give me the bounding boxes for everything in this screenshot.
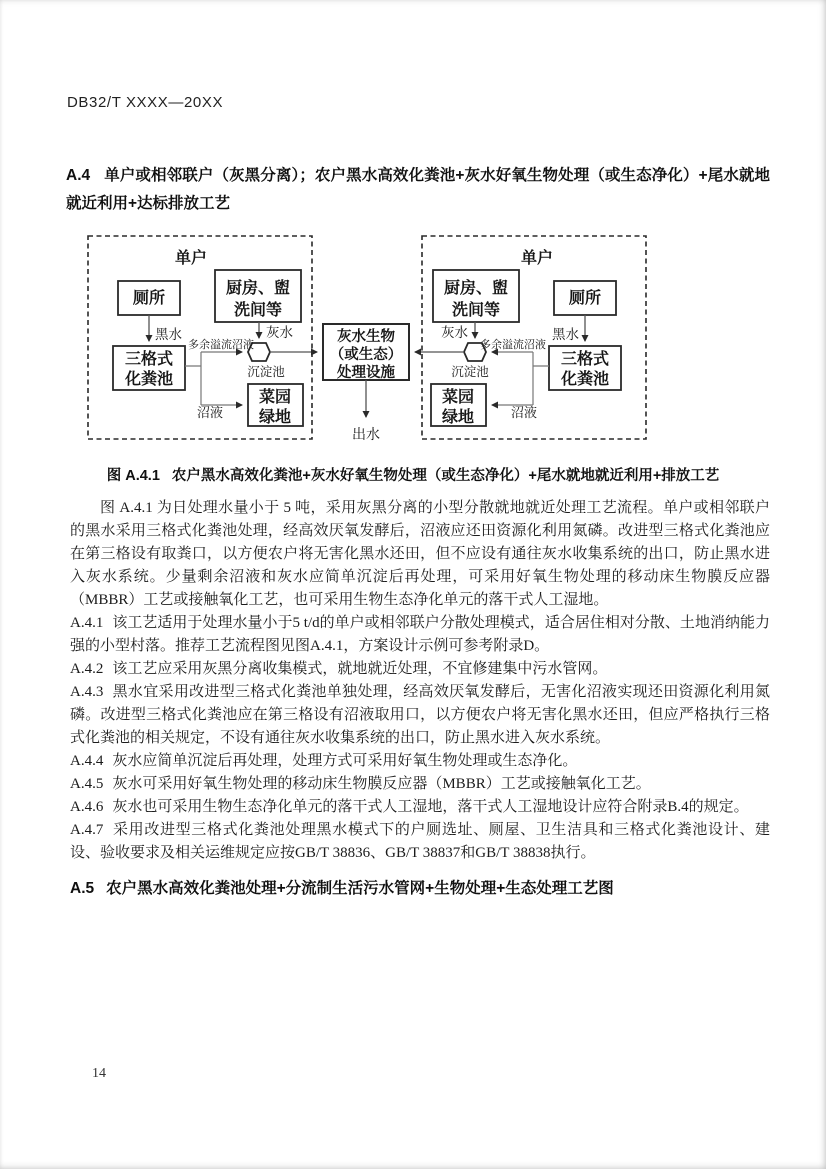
clause-text: 灰水也可采用生物生态净化单元的落干式人工湿地，落干式人工湿地设计应符合附录B.4的规定。 bbox=[112, 799, 749, 815]
clause-a4-6 bbox=[70, 796, 770, 819]
facility-label-line1: 灰水生物 bbox=[337, 329, 395, 345]
section-a5-title: 农户黑水高效化粪池处理+分流制生活污水管网+生物处理+生态处理工艺图 bbox=[106, 880, 614, 897]
right-overflow-label: 多余溢流沼液 bbox=[480, 339, 546, 351]
section-a5-number: A.5 bbox=[70, 880, 95, 897]
body-text bbox=[70, 497, 770, 903]
right-slurry-label: 沼液 bbox=[510, 405, 537, 420]
effluent-label: 出水 bbox=[352, 426, 380, 442]
clause-a4-4 bbox=[70, 750, 770, 773]
figure-caption-text: 农户黑水高效化粪池+灰水好氧生物处理（或生态净化）+尾水就地就近利用+排放工艺 bbox=[171, 468, 720, 484]
left-overflow-label: 多余溢流沼液 bbox=[188, 339, 254, 351]
facility-label-line3: 处理设施 bbox=[337, 365, 395, 381]
right-garden-label-line2: 绿地 bbox=[441, 409, 475, 426]
right-blackwater-label: 黑水 bbox=[552, 327, 579, 342]
left-greywater-label: 灰水 bbox=[266, 325, 293, 340]
right-septic-label-line2: 化粪池 bbox=[560, 371, 610, 388]
section-a4-title: 单户或相邻联户（灰黑分离）；农户黑水高效化粪池+灰水好氧生物处理（或生态净化）+尾水就地就近利用+达标排放工艺 bbox=[66, 167, 770, 212]
clause-text: 采用改进型三格式化粪池处理黑水模式下的户厕选址、厕屋、卫生洁具和三格式化粪池设计、建设、验收要求及相关运维规定应按GB/T 38836、GB/T 38837和GB/T 38838执行。 bbox=[70, 822, 770, 861]
clause-text: 灰水应简单沉淀后再处理，处理方式可采用好氧生物处理或生态净化。 bbox=[112, 753, 578, 769]
left-toilet-label: 厕所 bbox=[132, 290, 166, 307]
clause-text: 该工艺适用于处理水量小于5 t/d的单户或相邻联户分散处理模式，适合居住相对分散、土地消纳能力强的小型村落。推荐工艺流程图见图A.4.1，方案设计示例可参考附录D。 bbox=[70, 615, 770, 654]
clause-a4-1 bbox=[70, 612, 770, 658]
right-kitchen-label-line1: 厨房、盥 bbox=[443, 280, 509, 297]
clause-a4-3 bbox=[70, 681, 770, 750]
left-household-label: 单户 bbox=[174, 250, 208, 267]
clause-text: 黑水宜采用改进型三格式化粪池单独处理，经高效厌氧发酵后，无害化沼液实现还田资源化利用氮磷。改进型三格式化粪池应在第三格设有沼液取用口，以方便农户将无害化黑水还田，但应严格执行三格式化粪池的相关规定，不设有通往灰水收集系统的出口，防止黑水进入灰水系统。 bbox=[70, 684, 770, 746]
left-kitchen-label-line2: 洗间等 bbox=[233, 302, 283, 319]
clause-a4-5 bbox=[70, 773, 770, 796]
section-a4-heading bbox=[66, 162, 770, 218]
document-number-header: DB32/T XXXX—20XX bbox=[67, 94, 224, 111]
right-septic-label-line1: 三格式 bbox=[560, 351, 610, 368]
left-fork-line bbox=[185, 352, 201, 405]
clause-number: A.4.1 bbox=[70, 615, 104, 631]
left-septic-label-line1: 三格式 bbox=[124, 351, 174, 368]
section-a5-heading bbox=[70, 875, 770, 903]
page-number: 14 bbox=[92, 1066, 106, 1081]
right-fork-line bbox=[533, 352, 549, 405]
left-garden-label-line2: 绿地 bbox=[258, 409, 292, 426]
clause-number: A.4.7 bbox=[70, 822, 104, 838]
right-garden-label-line1: 菜园 bbox=[441, 389, 475, 406]
left-septic-label-line2: 化粪池 bbox=[124, 371, 174, 388]
clause-a4-7 bbox=[70, 819, 770, 865]
left-settling-tank-label: 沉淀池 bbox=[247, 365, 285, 379]
clause-number: A.4.4 bbox=[70, 753, 104, 769]
clause-number: A.4.3 bbox=[70, 684, 104, 700]
clause-number: A.4.6 bbox=[70, 799, 104, 815]
figure-caption bbox=[63, 464, 763, 485]
left-blackwater-label: 黑水 bbox=[155, 327, 182, 342]
left-kitchen-label-line1: 厨房、盥 bbox=[225, 280, 291, 297]
facility-label-line2: （或生态） bbox=[329, 347, 403, 363]
process-flow-diagram bbox=[85, 226, 685, 463]
intro-paragraph: 图 A.4.1 为日处理水量小于 5 吨，采用灰黑分离的小型分散就地就近处理工艺流程。单户或相邻联户的黑水采用三格式化粪池处理，经高效厌氧发酵后，沼液应还田资源化利用氮磷。改进型三格式化粪池应在第三格设有取粪口，以方便农户将无害化黑水还田，但不应设有通往灰水收集系统的出口，防止黑水进入灰水系统。少量剩余沼液和灰水应简单沉淀后再处理，可采用好氧生物处理的移动床生物膜反应器（MBBR）工艺或接触氧化工艺，也可采用生物生态净化单元的落干式人工湿地。 bbox=[70, 500, 770, 608]
right-greywater-label: 灰水 bbox=[441, 325, 468, 340]
clause-number: A.4.5 bbox=[70, 776, 104, 792]
figure-caption-label: 图 A.4.1 bbox=[106, 468, 160, 484]
clause-a4-2 bbox=[70, 658, 770, 681]
clause-text: 灰水可采用好氧生物处理的移动床生物膜反应器（MBBR）工艺或接触氧化工艺。 bbox=[112, 776, 651, 792]
right-household-label: 单户 bbox=[520, 250, 554, 267]
section-a4-number: A.4 bbox=[66, 167, 91, 184]
right-settling-tank-label: 沉淀池 bbox=[451, 365, 489, 379]
left-slurry-label: 沼液 bbox=[197, 405, 224, 420]
right-toilet-label: 厕所 bbox=[568, 290, 602, 307]
left-garden-label-line1: 菜园 bbox=[258, 389, 292, 406]
clause-number: A.4.2 bbox=[70, 661, 104, 677]
right-kitchen-label-line2: 洗间等 bbox=[451, 302, 501, 319]
clause-text: 该工艺应采用灰黑分离收集模式，就地就近处理，不宜修建集中污水管网。 bbox=[112, 661, 608, 677]
